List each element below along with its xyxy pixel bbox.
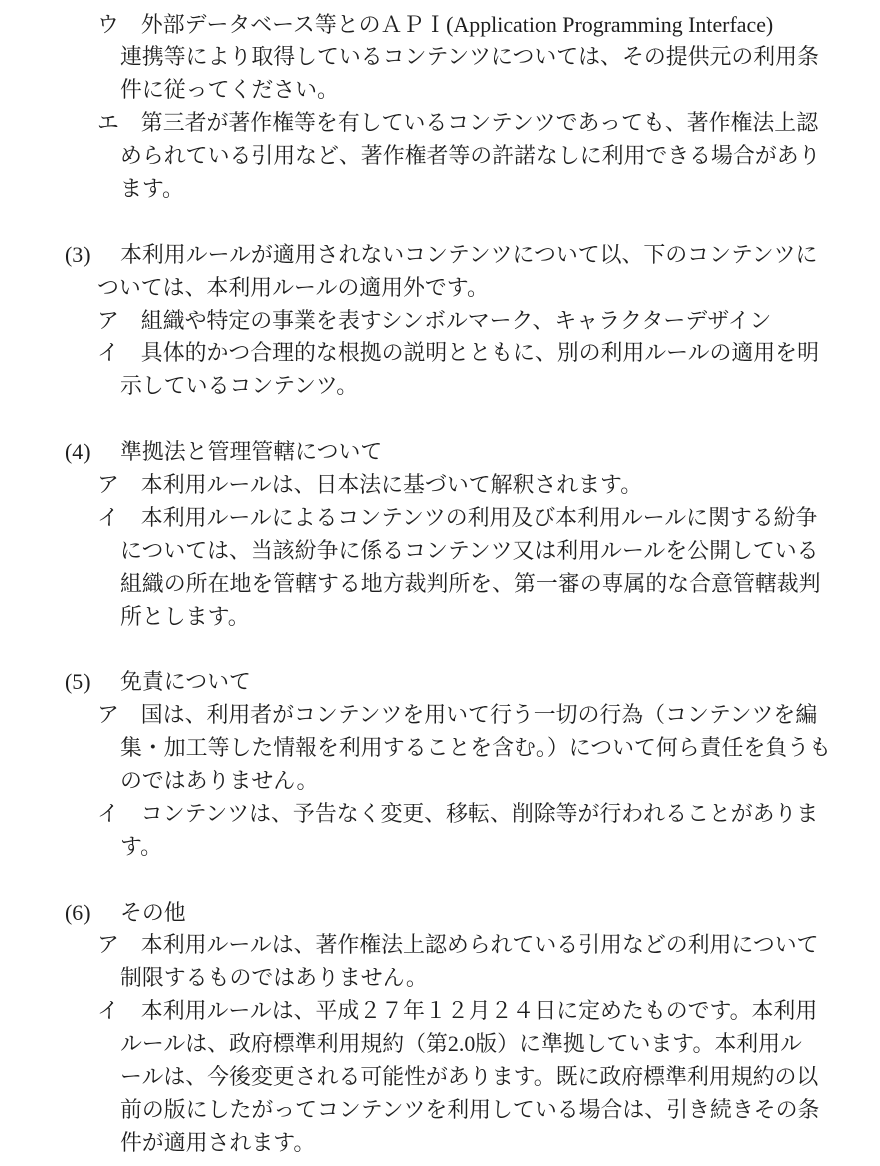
section-heading <box>0 666 880 699</box>
list-item-a <box>0 699 880 798</box>
list-item-a <box>0 929 880 995</box>
list-item-continuation-line: ールは、今後変更される可能性があります。既に政府標準利用規約の以 <box>120 1064 819 1089</box>
list-item-u <box>0 9 880 108</box>
list-item-first-line <box>0 699 880 732</box>
section-heading-text: 免責について <box>120 669 251 695</box>
list-item-continuation-line: 組織の所在地を管轄する地方裁判所を、第一審の専属的な合意管轄裁判 <box>120 570 821 596</box>
list-item-continuation-line: 連携等により取得しているコンテンツについては、その提供元の利用条 <box>120 44 819 70</box>
list-item-marker: エ <box>97 110 119 136</box>
list-item-continuation-line: 集・加工等した情報を利用することを含む。）について何ら責任を負うも <box>120 735 832 761</box>
section-number: (5) <box>65 669 91 695</box>
list-item-marker: イ <box>97 800 119 826</box>
list-item-text: 組織や特定の事業を表すシンボルマーク、キャラクターデザイン <box>140 307 772 333</box>
list-item-first-line <box>0 995 880 1028</box>
list-item-marker: ウ <box>97 11 119 37</box>
list-item-i <box>0 502 880 634</box>
section-heading-text: その他 <box>120 899 186 925</box>
continued-item-list <box>0 9 880 206</box>
section-4 <box>0 436 880 633</box>
list-item-continuation-line: 制限するものではありません。 <box>120 965 428 991</box>
list-item-first-line <box>0 337 880 370</box>
list-item-continuation-line: 所とします。 <box>120 603 250 629</box>
list-item-continuation-line: められている引用など、著作権者等の許諾なしに利用できる場合があり <box>120 143 821 169</box>
list-item-text: コンテンツは、予告なく変更、移転、削除等が行われることがありま <box>140 800 819 826</box>
list-item-text: 外部データベース等とのＡＰＩ(Application Programming Interface) <box>140 11 774 37</box>
list-item-first-line <box>0 469 880 502</box>
list-item-first-line <box>0 107 880 140</box>
list-item-marker: ア <box>97 932 119 958</box>
list-item-continuation-line: 件に従ってください。 <box>120 77 339 103</box>
section-heading-text: 準拠法と管理管轄について <box>120 439 383 465</box>
section-heading-text: 本利用ルールが適用されないコンテンツについて以、下のコンテンツに <box>120 241 818 267</box>
list-item-marker: ア <box>97 702 119 728</box>
section-heading <box>0 239 880 272</box>
list-item-text: 国は、利用者がコンテンツを用いて行う一切の行為（コンテンツを編 <box>140 702 818 728</box>
list-item-text: 第三者が著作権等を有しているコンテンツであっても、著作権法上認 <box>140 110 819 136</box>
section-number: (6) <box>65 899 91 925</box>
list-item-continuation-line: す。 <box>120 833 163 859</box>
list-item-text: 本利用ルールは、著作権法上認められている引用などの利用について <box>140 932 819 958</box>
list-item-first-line <box>0 9 880 42</box>
section-heading <box>0 436 880 469</box>
section-heading-continuation: ついては、本利用ルールの適用外です。 <box>97 274 489 300</box>
list-item-first-line <box>0 929 880 962</box>
list-item-marker: ア <box>97 471 119 497</box>
list-item-marker: イ <box>97 340 119 366</box>
list-item-a <box>0 469 880 502</box>
list-item-e <box>0 107 880 206</box>
section-heading <box>0 897 880 930</box>
list-item-first-line <box>0 502 880 535</box>
list-item-text: 本利用ルールによるコンテンツの利用及び本利用ルールに関する紛争 <box>140 504 818 530</box>
list-item-continuation-line: 件が適用されます。 <box>120 1129 316 1155</box>
section-number: (3) <box>65 241 91 267</box>
list-item-continuation-line: 示しているコンテンツ。 <box>120 373 359 399</box>
list-item-marker: イ <box>97 998 119 1024</box>
list-item-text: 本利用ルールは、日本法に基づいて解釈されます。 <box>140 471 643 497</box>
list-item-i <box>0 798 880 864</box>
list-item-first-line <box>0 305 880 338</box>
section-number: (4) <box>65 439 91 465</box>
list-item-text: 本利用ルールは、平成２７年１２月２４日に定めたものです。本利用 <box>140 998 818 1024</box>
list-item-marker: ア <box>97 307 119 333</box>
list-item-a <box>0 305 880 338</box>
section-6 <box>0 897 880 1160</box>
list-item-continuation-line: ルールは、政府標準利用規約（第2.0版）に準拠しています。本利用ル <box>120 1031 802 1057</box>
section-5 <box>0 666 880 863</box>
list-item-i <box>0 995 880 1159</box>
list-item-text: 具体的かつ合理的な根拠の説明とともに、別の利用ルールの適用を明 <box>140 340 819 366</box>
list-item-continuation-line: のではありません。 <box>120 767 319 793</box>
list-item-continuation-line: 前の版にしたがってコンテンツを利用している場合は、引き続きその条 <box>120 1096 820 1122</box>
list-item-i <box>0 337 880 403</box>
list-item-first-line <box>0 798 880 831</box>
list-item-marker: イ <box>97 504 119 530</box>
list-item-continuation-line: ます。 <box>120 175 184 201</box>
list-item-continuation-line: については、当該紛争に係るコンテンツ又は利用ルールを公開している <box>120 537 819 563</box>
section-3 <box>0 239 880 403</box>
